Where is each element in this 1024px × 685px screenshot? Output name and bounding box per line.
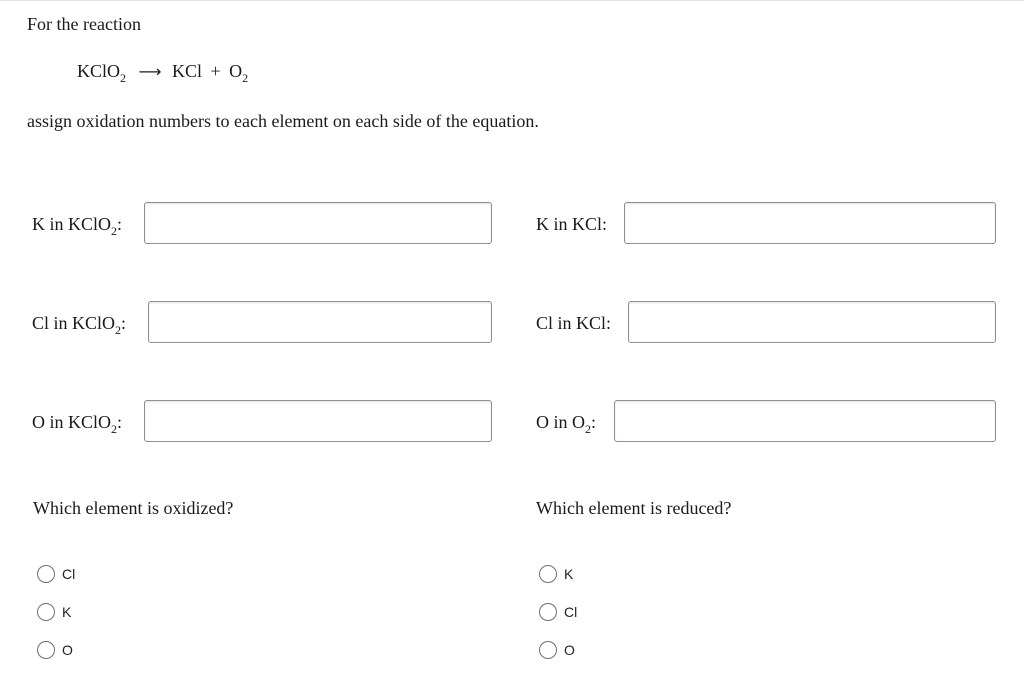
o-product-input[interactable] — [614, 400, 996, 442]
option-label: K — [564, 566, 574, 582]
instruction-text: assign oxidation numbers to each element on each side of the equation. — [27, 111, 539, 131]
cl-product-input[interactable] — [628, 301, 996, 343]
product2-subscript: 2 — [242, 71, 249, 85]
o-reactant-label: O in KClO$_2$: — [32, 412, 123, 436]
radio-button[interactable] — [539, 641, 557, 659]
cl-reactant-label: Cl in KClO$_2$: — [32, 313, 127, 337]
oxidized-option-k[interactable] — [37, 603, 71, 621]
radio-button[interactable] — [37, 641, 55, 659]
reaction-arrow-icon: ⟶ — [138, 62, 162, 81]
plus-sign: + — [210, 61, 221, 81]
oxidized-option-cl[interactable] — [37, 565, 75, 583]
o-product-label: O in $O_2$: — [536, 412, 597, 436]
k-reactant-input[interactable] — [144, 202, 492, 244]
oxidized-question: Which element is oxidized? — [33, 498, 234, 518]
cl-product-label: Cl in KCl: — [536, 313, 612, 333]
option-label: Cl — [564, 604, 578, 620]
option-label: K — [62, 604, 72, 620]
product2-formula: O — [229, 61, 243, 81]
cl-reactant-input[interactable] — [148, 301, 492, 343]
reduced-option-cl[interactable] — [539, 603, 577, 621]
radio-button[interactable] — [539, 565, 557, 583]
reduced-option-k[interactable] — [539, 565, 573, 583]
reactant-formula: KClO — [77, 61, 121, 81]
intro-text: For the reaction — [27, 14, 141, 34]
reactant-subscript: 2 — [120, 71, 127, 85]
reaction-equation — [77, 61, 249, 85]
option-label: O — [62, 642, 73, 658]
oxidized-option-o[interactable] — [37, 641, 73, 659]
radio-button[interactable] — [37, 565, 55, 583]
top-divider — [0, 0, 1024, 1]
k-reactant-label: K in KClO$_2$: — [32, 214, 123, 238]
option-label: O — [564, 642, 575, 658]
k-product-label: K in KCl: — [536, 214, 608, 234]
radio-button[interactable] — [37, 603, 55, 621]
o-reactant-input[interactable] — [144, 400, 492, 442]
option-label: Cl — [62, 566, 76, 582]
k-product-input[interactable] — [624, 202, 996, 244]
reduced-question: Which element is reduced? — [536, 498, 732, 518]
radio-button[interactable] — [539, 603, 557, 621]
reduced-option-o[interactable] — [539, 641, 575, 659]
product1-formula: KCl — [171, 61, 202, 81]
